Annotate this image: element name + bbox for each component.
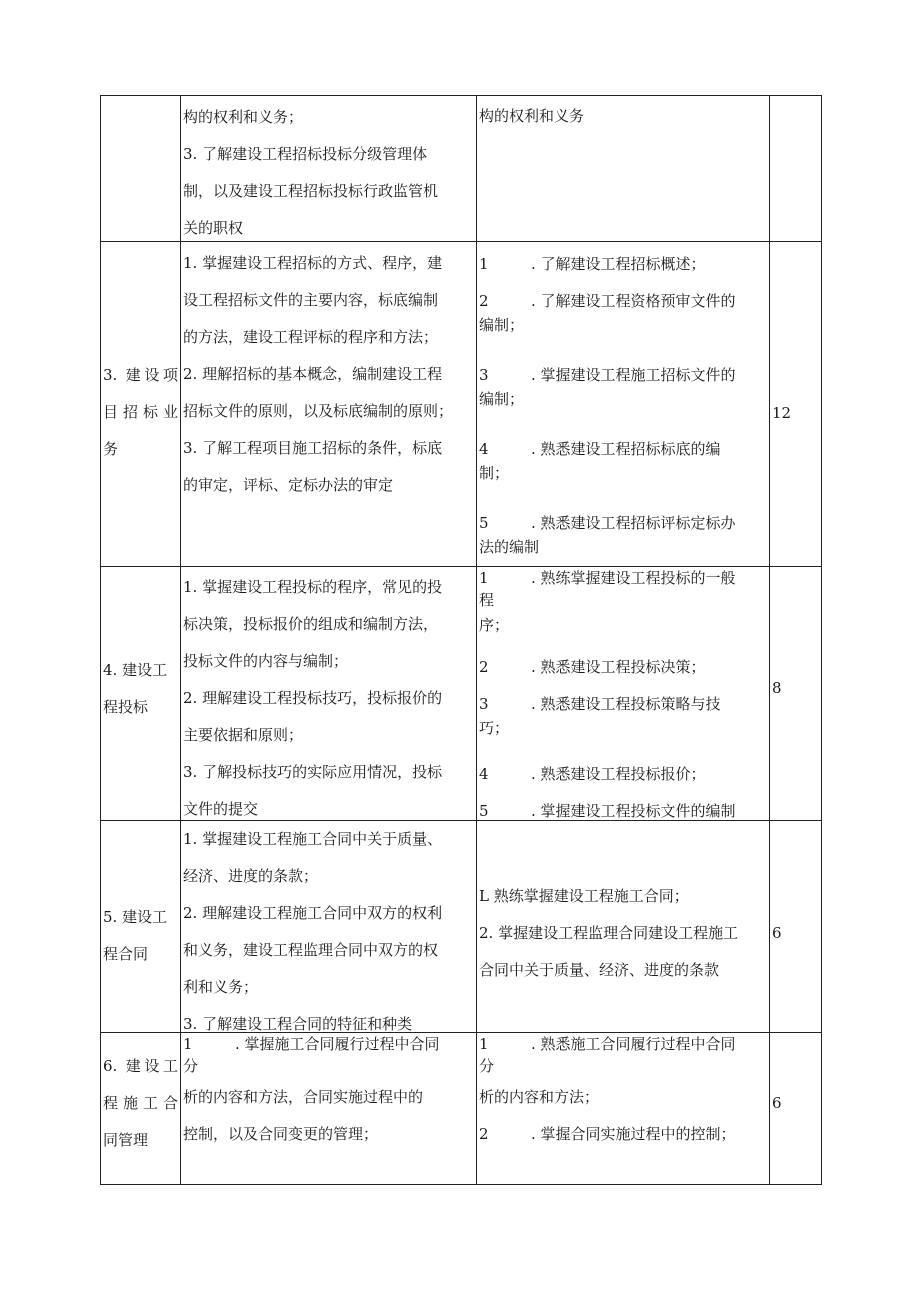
row3-obj-item <box>477 567 769 589</box>
item-continuation: 编制； <box>479 316 525 334</box>
row1-requirements-cell <box>181 96 477 242</box>
row3-req-line: 文件的提交 <box>183 800 259 818</box>
item-number: 1 <box>479 255 489 273</box>
item-number: 2 <box>479 1125 489 1143</box>
item-number: 5 <box>479 802 489 820</box>
item-continuation: 程 <box>479 591 495 609</box>
row2-topic-line: 目招标业 <box>103 403 178 421</box>
item-text: . 了解建设工程招标概述； <box>531 255 706 273</box>
row3-obj-line: 序； <box>479 616 510 634</box>
row2-req-line: 的审定，评标、定标办法的审定 <box>183 476 394 494</box>
row4-req-line: 2. 理解建设工程施工合同中双方的权利 <box>183 904 443 922</box>
row5-obj-item <box>477 1116 769 1153</box>
row4-obj-line: 合同中关于质量、经济、进度的条款 <box>479 961 720 979</box>
row1-req-line: 制，以及建设工程招标投标行政监管机 <box>183 182 439 200</box>
row1-req-line: 3. 了解建设工程招标投标分级管理体 <box>183 145 428 163</box>
item-text: . 掌握合同实施过程中的控制； <box>531 1125 736 1143</box>
row2-topic-cell <box>101 242 181 567</box>
row2-requirements-cell <box>181 242 477 567</box>
row4-req-line: 和义务，建设工程监理合同中双方的权 <box>183 941 439 959</box>
row1-req-line: 关的职权 <box>183 219 244 237</box>
row5-topic-line: 6. 建设工 <box>103 1057 178 1075</box>
row5-obj-line: 析的内容和方法； <box>479 1088 600 1106</box>
row4-requirements-cell <box>181 821 477 1033</box>
item-number: 5 <box>479 514 489 532</box>
row3-obj-item <box>477 793 769 821</box>
curriculum-table <box>100 95 822 1185</box>
item-text: . 熟悉建设工程投标策略与技 <box>531 695 721 713</box>
item-text: . 熟悉建设工程投标报价； <box>531 765 706 783</box>
row2-objectives-cell <box>477 242 770 567</box>
item-text: . 熟悉建设工程招标评标定标办 <box>531 514 736 532</box>
row2-req-line: 的方法，建设工程评标的程序和方法； <box>183 328 439 346</box>
row5-requirements-cell <box>181 1033 477 1185</box>
row3-req-line: 2. 理解建设工程投标技巧，投标报价的 <box>183 689 443 707</box>
row2-obj-item <box>477 357 769 394</box>
row1-hours-cell <box>770 96 822 242</box>
row3-obj-item <box>477 756 769 793</box>
row3-obj-item <box>477 686 769 723</box>
row2-hours: 12 <box>772 404 792 422</box>
item-number: 1 <box>479 569 489 587</box>
item-continuation: 法的编制 <box>479 538 540 556</box>
row4-objectives-cell <box>477 821 770 1033</box>
row3-obj-item <box>477 649 769 686</box>
row2-hours-cell <box>770 242 822 567</box>
row3-topic-line: 4. 建设工 <box>103 661 168 679</box>
item-number: 2 <box>479 658 489 676</box>
row3-requirements-cell <box>181 567 477 821</box>
row1-req-line: 构的权利和义务； <box>183 108 304 126</box>
row3-req-line: 1. 掌握建设工程投标的程序，常见的投 <box>183 578 443 596</box>
item-text: . 熟悉建设工程招标标底的编 <box>531 440 721 458</box>
item-text: . 了解建设工程资格预审文件的 <box>531 292 736 310</box>
item-continuation: 分 <box>479 1057 495 1075</box>
row2-obj-item <box>477 246 769 283</box>
row4-topic-cell <box>101 821 181 1033</box>
item-text: . 熟悉施工合同履行过程中合同 <box>531 1035 736 1053</box>
row3-req-line: 主要依据和原则； <box>183 726 304 744</box>
row2-topic-line: 3. 建设项 <box>103 366 178 384</box>
item-continuation: 编制； <box>479 390 525 408</box>
item-text: . 掌握建设工程投标文件的编制 <box>531 802 736 820</box>
row5-topic-line: 同管理 <box>103 1131 149 1149</box>
item-number: 4 <box>479 440 489 458</box>
row4-hours: 6 <box>772 924 782 942</box>
item-number: 1 <box>479 1035 489 1053</box>
row2-obj-item <box>477 283 769 320</box>
item-number: 4 <box>479 765 489 783</box>
row5-topic-cell <box>101 1033 181 1185</box>
row1-objectives-cell <box>477 96 770 242</box>
item-continuation: 巧； <box>479 719 510 737</box>
row3-hours: 8 <box>772 679 782 697</box>
row2-req-line: 设工程招标文件的主要内容，标底编制 <box>183 291 439 309</box>
row4-topic-line: 5. 建设工 <box>103 908 168 926</box>
row3-req-line: 标决策，投标报价的组成和编制方法， <box>183 615 439 633</box>
row4-obj-line: L 熟练掌握建设工程施工合同； <box>479 887 689 905</box>
row5-req-line: 控制，以及合同变更的管理； <box>183 1125 379 1143</box>
row5-hours-cell <box>770 1033 822 1185</box>
row5-topic-line: 程施工合 <box>103 1094 178 1112</box>
item-text: . 熟练掌握建设工程投标的一般 <box>531 569 736 587</box>
row1-topic-cell <box>101 96 181 242</box>
item-text: . 掌握施工合同履行过程中合同 <box>235 1035 440 1053</box>
row5-objectives-cell <box>477 1033 770 1185</box>
row3-topic-line: 程投标 <box>103 698 149 716</box>
row4-obj-line: 2. 掌握建设工程监理合同建设工程施工 <box>479 924 739 942</box>
row3-req-line: 投标文件的内容与编制； <box>183 652 349 670</box>
item-number: 1 <box>183 1035 193 1053</box>
row2-obj-item <box>477 431 769 468</box>
row4-req-line: 3. 了解建设工程合同的特征和种类 <box>183 1015 413 1033</box>
row4-hours-cell <box>770 821 822 1033</box>
row2-topic-line: 务 <box>103 440 119 458</box>
item-number: 3 <box>479 695 489 713</box>
item-text: . 熟悉建设工程投标决策； <box>531 658 706 676</box>
row3-objectives-cell <box>477 567 770 821</box>
item-continuation: 制； <box>479 464 510 482</box>
row5-obj-item <box>477 1033 769 1055</box>
row5-hours: 6 <box>772 1094 782 1112</box>
row3-req-line: 3. 了解投标技巧的实际应用情况，投标 <box>183 763 443 781</box>
row1-obj-line: 构的权利和义务 <box>479 107 585 125</box>
row2-req-line: 3. 了解工程项目施工招标的条件，标底 <box>183 439 443 457</box>
row2-req-line: 2. 理解招标的基本概念，编制建设工程 <box>183 365 443 383</box>
row3-topic-cell <box>101 567 181 821</box>
item-number: 3 <box>479 366 489 384</box>
item-number: 2 <box>479 292 489 310</box>
row4-req-line: 利和义务； <box>183 978 259 996</box>
row2-req-line: 1. 掌握建设工程招标的方式、程序，建 <box>183 254 443 272</box>
row4-req-line: 经济、进度的条款； <box>183 867 319 885</box>
row5-req-line: 析的内容和方法，合同实施过程中的 <box>183 1088 424 1106</box>
item-continuation: 分 <box>183 1057 199 1075</box>
row3-hours-cell <box>770 567 822 821</box>
row4-req-line: 1. 掌握建设工程施工合同中关于质量、 <box>183 830 443 848</box>
row5-req-item <box>181 1033 476 1055</box>
row2-obj-item <box>477 505 769 542</box>
item-text: . 掌握建设工程施工招标文件的 <box>531 366 736 384</box>
row2-req-line: 招标文件的原则，以及标底编制的原则； <box>183 402 454 420</box>
row4-topic-line: 程合同 <box>103 945 149 963</box>
